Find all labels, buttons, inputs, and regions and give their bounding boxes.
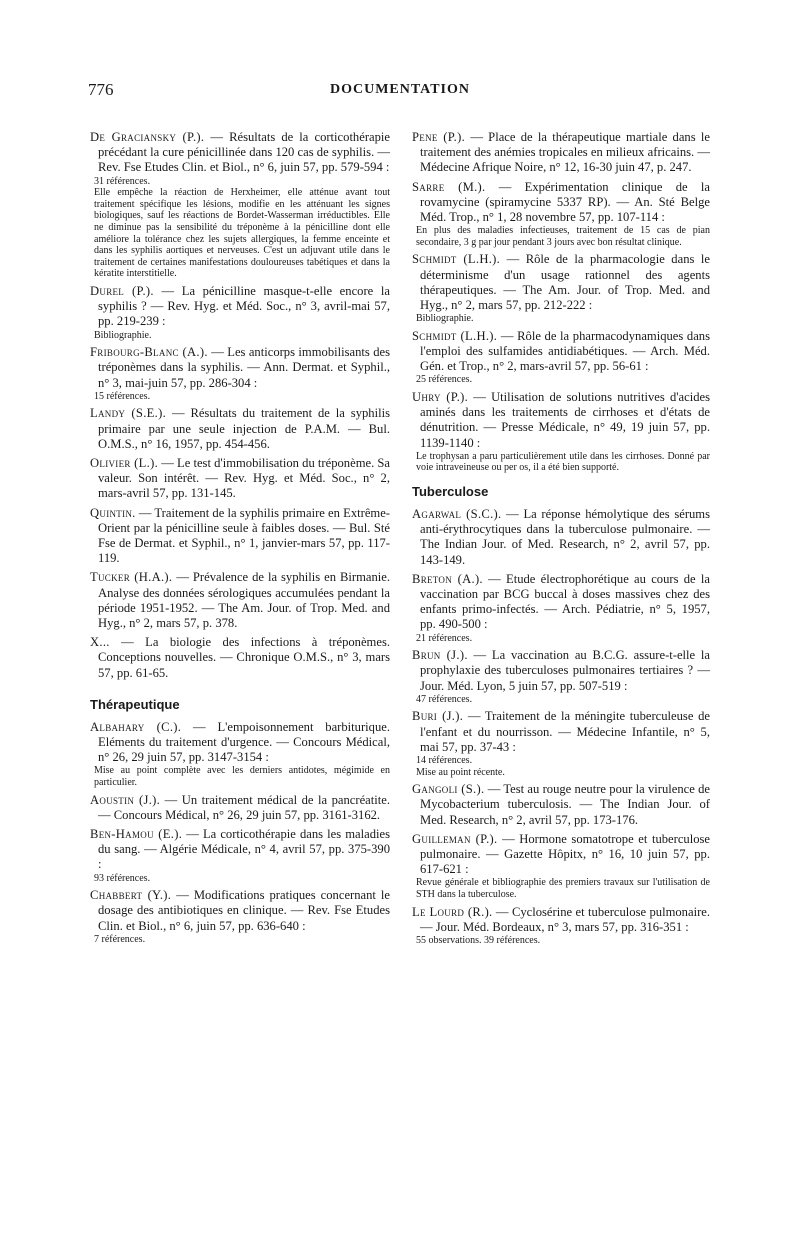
right-column: [412, 130, 710, 951]
entry-reference: [90, 570, 390, 631]
entry-note: Le trophysan a paru particulièrement utile dans les cirrhoses. Donné par voie intraveineuse ou per os, il a été bien supporté.: [416, 450, 710, 474]
entry-citation: — La biologie des infections à tréponèmes. Conceptions nouvelles. — Chronique O.M.S., n° 3, mars 57, pp. 61-65.: [98, 635, 390, 680]
bibliography-entry: [412, 832, 710, 901]
entry-citation: — Les anticorps immobilisants des tréponèmes dans la syphilis. — Ann. Dermat. et Syphil., n° 3, mai-juin 57, pp. 286-304 :: [98, 345, 391, 390]
entry-reference: [90, 345, 390, 391]
entry-author: Gangoli (S.).: [412, 782, 485, 797]
entry-author: Schmidt (L.H.).: [412, 252, 501, 267]
bibliography-entry: [412, 252, 710, 324]
bibliography-entry: [90, 793, 390, 823]
bibliography-entry: [90, 406, 390, 452]
entry-author: Albahary (C.).: [90, 719, 182, 734]
entry-note: 25 références.: [416, 374, 473, 386]
entry-note: Revue générale et bibliographie des premiers travaux sur l'utilisation de STH dans la tuberculose.: [416, 877, 710, 901]
entry-citation: — Rôle de la pharmacologie dans le déterminisme d'un usage rationnel des agents thérapeutiques. — The Am. Jour. of Trop. Med. and Hyg., n° 2, mars 57, pp. 212-222 :: [420, 252, 710, 313]
entry-author: Uhry (P.).: [412, 390, 469, 405]
entry-citation: — Test au rouge neutre pour la virulence de Mycobacterium tuberculosis. — The Indian Jour. of Med. Research, n° 2, avril 57, pp. 173-176.: [420, 782, 710, 827]
entry-citation: — Hormone somatotrope et tuberculose pulmonaire. — Gazette Hôpitx, n° 16, 10 juin 57, pp. 617-621 :: [420, 831, 711, 877]
page-number: 776: [88, 80, 114, 99]
entry-note: Mise au point récente.: [416, 766, 505, 778]
bibliography-entry: [90, 570, 390, 631]
entry-note: 7 références.: [94, 933, 146, 945]
section-heading: Tuberculose: [412, 484, 489, 500]
entry-author: Ben-Hamou (E.).: [90, 827, 183, 842]
entry-citation: — Expérimentation clinique de la rovamycine (spiramycine 5337 RP). — An. Sté Belge Méd. Trop., n° 1, 28 novembre 57, pp. 107-114 :: [420, 179, 710, 225]
entry-author: Agarwal (S.C.).: [412, 507, 502, 522]
entry-citation: — Cyclosérine et tuberculose pulmonaire. — Jour. Méd. Bordeaux, n° 3, mars 57, pp. 316-351 :: [420, 904, 710, 934]
entry-citation: — Résultats du traitement de la syphilis primaire par une seule injection de P.A.M. — Bul. O.M.S., n° 16, 1957, pp. 454-456.: [98, 406, 390, 451]
bibliography-entry: [412, 390, 710, 474]
entry-reference: [412, 648, 710, 694]
entry-citation: — Le test d'immobilisation du tréponème. Sa valeur. Son intérêt. — Rev. Hyg. et Méd. Soc., n° 2, mars-avril 57, pp. 131-145.: [98, 455, 390, 501]
bibliography-entry: [90, 345, 390, 402]
entry-author: Brun (J.).: [412, 648, 468, 663]
entry-reference: [412, 180, 710, 226]
entry-reference: [412, 832, 710, 878]
entry-reference: [90, 793, 390, 823]
entry-author: Sarre (M.).: [412, 179, 486, 194]
entry-reference: [412, 252, 710, 313]
entry-author: X...: [90, 635, 110, 650]
entry-author: Olivier (L.).: [90, 455, 159, 470]
bibliography-entry: [90, 888, 390, 945]
entry-reference: [412, 782, 710, 828]
bibliography-entry: [90, 720, 390, 789]
entry-reference: [412, 329, 710, 375]
entry-author: De Graciansky (P.).: [90, 130, 205, 144]
entry-author: Aoustin (J.).: [90, 792, 161, 807]
bibliography-entry: [412, 572, 710, 644]
bibliography-entry: [412, 180, 710, 249]
entry-note: 55 observations. 39 références.: [416, 935, 541, 947]
bibliography-entry: [412, 329, 710, 386]
entry-citation: — Traitement de la méningite tuberculeuse de l'enfant et du nourrisson. — Médecine Infantile, n° 5, mai 57, pp. 37-43 :: [420, 709, 710, 754]
entry-citation: — La corticothérapie dans les maladies du sang. — Algérie Médicale, n° 4, avril 57, pp. 375-390 :: [98, 827, 390, 872]
entry-reference: [412, 130, 710, 176]
entry-reference: [90, 456, 390, 502]
entry-author: Fribourg-Blanc (A.).: [90, 345, 208, 360]
entry-citation: — Utilisation de solutions nutritives d'acides aminés dans les traitements de cirrhoses et d'états de dénutrition. — Presse Médicale, n° 49, 19 juin 57, pp. 1139-1140 :: [420, 390, 710, 450]
entry-author: Landy (S.E.).: [90, 406, 167, 421]
entry-citation: — La réponse hémolytique des sérums anti-érythrocytiques dans la tuberculose pulmonaire. — The Indian Jour. of Med. Research, n° 2, avril 57, pp. 143-149.: [420, 507, 711, 567]
entry-author: Breton (A.).: [412, 571, 483, 586]
entry-reference: [90, 827, 390, 873]
entry-note: 21 références.: [416, 632, 473, 644]
entry-citation: — Résultats de la corticothérapie précédant la cure pénicillinée dans 120 cas de syphilis. — Rev. Fse Etudes Clin. et Biol., n° 6, juin 57, pp. 579-594 :: [98, 130, 390, 175]
entry-citation: — Un traitement médical de la pancréatite. — Concours Médical, n° 26, 29 juin 57, pp. 3161-3162.: [98, 792, 390, 822]
entry-note: 31 références.: [94, 175, 151, 187]
entry-reference: [412, 507, 710, 568]
entry-reference: [90, 284, 390, 330]
entry-reference: [412, 390, 710, 451]
entry-note: 47 références.: [416, 693, 473, 705]
entry-note: Mise au point complète avec les derniers antidotes, mégimide en particulier.: [94, 765, 390, 789]
entry-author: Pene (P.).: [412, 130, 466, 144]
entry-note: 14 références.: [416, 755, 473, 767]
bibliography-entry: [90, 130, 390, 280]
entry-citation: — La vaccination au B.C.G. assure-t-elle la prophylaxie des tuberculoses pulmonaires tertiaires ? — Jour. Méd. Lyon, 5 juin 57, pp. 507-519 :: [420, 648, 711, 693]
entry-reference: [412, 572, 710, 633]
entry-citation: — Rôle de la pharmacodynamiques dans l'emploi des sulfamides antidiabétiques. — Arch. Méd. Gén. et Trop., n° 2, mars-avril 57, pp. 56-61 :: [420, 328, 710, 374]
entry-citation: — Modifications pratiques concernant le dosage des antibiotiques en clinique. — Rev. Fse Etudes Clin. et Biol., n° 6, juin 57, pp. 636-640 :: [98, 888, 391, 933]
entry-author: Le Lourd (R.).: [412, 904, 493, 919]
entry-reference: [412, 905, 710, 935]
entry-note: Bibliographie.: [94, 329, 152, 341]
entry-note: En plus des maladies infectieuses, traitement de 15 cas de pian secondaire, 3 g par jour pendant 3 jours avec bon résultat clinique.: [416, 225, 710, 248]
entry-author: Schmidt (L.H.).: [412, 328, 498, 343]
entry-author: Chabbert (Y.).: [90, 888, 172, 903]
entry-note: 93 références.: [94, 872, 151, 884]
entry-note: 15 références.: [94, 390, 151, 402]
entry-author: Quintin.: [90, 505, 136, 520]
entry-citation: — Traitement de la syphilis primaire en Extrême-Orient par la pénicilline seule à faibles doses. — Bul. Sté Fse de Dermat. et Syphil., n° 1, janvier-mars 57, pp. 117-119.: [98, 505, 390, 566]
entry-citation: — Place de la thérapeutique martiale dans le traitement des anémies tropicales en milieux africains. — Médecine Afrique Noire, n° 12, 16-30 juin 47, p. 247.: [420, 130, 710, 175]
entry-reference: [90, 130, 390, 176]
bibliography-entry: [90, 635, 390, 681]
bibliography-entry: [90, 506, 390, 567]
entry-citation: — La pénicilline masque-t-elle encore la syphilis ? — Rev. Hyg. et Méd. Soc., n° 3, avril-mai 57, pp. 219-239 :: [98, 283, 390, 329]
entry-citation: — L'empoisonnement barbiturique. Eléments du traitement d'urgence. — Concours Médical, n° 26, 29 juin 57, pp. 3147-3154 :: [98, 719, 390, 765]
entry-author: Guilleman (P.).: [412, 831, 498, 846]
entry-author: Durel (P.).: [90, 283, 154, 298]
running-head: DOCUMENTATION: [329, 82, 471, 97]
entry-reference: [90, 406, 390, 452]
entry-author: Tucker (H.A.).: [90, 570, 173, 585]
entry-note: Bibliographie.: [416, 313, 474, 325]
bibliography-entry: [90, 284, 390, 341]
bibliography-entry: [412, 709, 710, 778]
entry-reference: [90, 720, 390, 766]
bibliography-entry: [412, 648, 710, 705]
entry-note: Elle empêche la réaction de Herxheimer, elle atténue avant tout traitement spécifique les lésions, modifie en les atténuant les signes biologiques, sauf les réactions de Bordet-Wasserman irréductibles. Elle ne diminue pas la sensibilité du tréponème à la pénicilline dont elle améliore la tolérance chez les sujets allergiques, la femme enceinte et dans les syphilis aortiques et nerveuses. C'est un adjuvant utile dans le traitement de certaines manifestations douloureuses tabétiques et dans la kératite interstitielle.: [94, 187, 390, 280]
bibliography-entry: [90, 827, 390, 884]
entry-reference: [412, 709, 710, 755]
bibliography-entry: [412, 130, 710, 176]
bibliography-entry: [412, 905, 710, 947]
left-column: [90, 130, 390, 949]
entry-reference: [90, 506, 390, 567]
entry-citation: — Etude électrophorétique au cours de la vaccination par BCG buccal à doses massives chez des enfants primo-infectés. — Arch. Pédiatrie, n° 5, 1957, pp. 490-500 :: [420, 571, 710, 632]
entry-author: Buri (J.).: [412, 709, 464, 724]
entry-reference: [90, 635, 390, 681]
section-heading: Thérapeutique: [90, 696, 180, 712]
bibliography-entry: [90, 456, 390, 502]
entry-citation: — Prévalence de la syphilis en Birmanie. Analyse des données sérologiques accumulées pendant la période 1951-1952. — The Am. Jour. of Trop. Med. and Hyg., n° 2, mars 57, p. 378.: [98, 570, 390, 630]
bibliography-entry: [412, 507, 710, 568]
entry-reference: [90, 888, 390, 934]
bibliography-entry: [412, 782, 710, 828]
